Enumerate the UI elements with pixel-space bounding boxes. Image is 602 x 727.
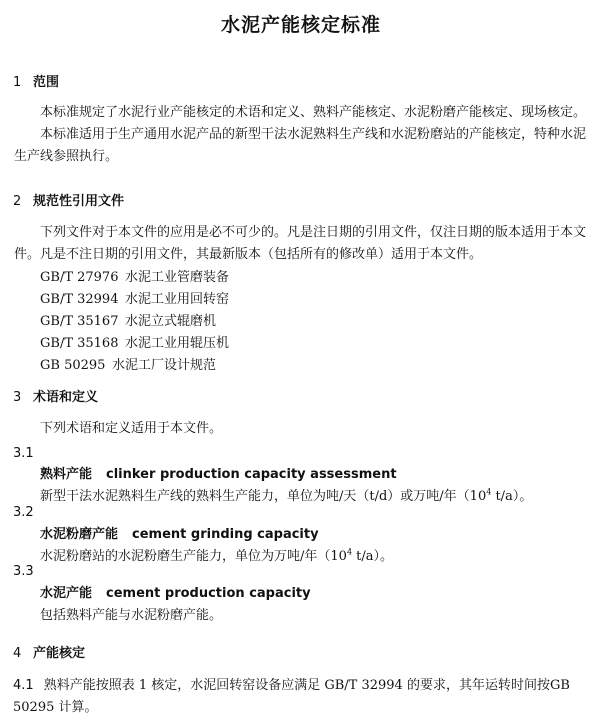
section-3-heading bbox=[13, 386, 98, 405]
term-zh: 水泥产能 bbox=[40, 586, 93, 601]
term-number: 3.3 bbox=[13, 564, 34, 579]
reference-code: GB/T 32994 bbox=[40, 292, 119, 307]
term-definition: 新型干法水泥熟料生产线的熟料生产能力，单位为吨/天（t/d）或万吨/年（$10^4$ t/a）。 bbox=[40, 487, 533, 504]
reference-name: 水泥工业用辊压机 bbox=[125, 336, 230, 351]
reference-name: 水泥立式辊磨机 bbox=[125, 314, 217, 329]
section-number: 1 bbox=[13, 75, 22, 90]
term-definition: 水泥粉磨站的水泥粉磨生产能力，单位为万吨/年（$10^4$ t/a）。 bbox=[40, 547, 394, 564]
term-heading bbox=[40, 463, 397, 482]
reference-item bbox=[40, 288, 229, 307]
term-heading bbox=[40, 582, 311, 601]
term-en: cement production capacity bbox=[106, 586, 311, 601]
reference-name: 水泥工厂设计规范 bbox=[112, 358, 217, 373]
reference-name: 水泥工业管磨装备 bbox=[125, 270, 230, 285]
term-zh: 熟料产能 bbox=[40, 467, 93, 482]
section-title: 范围 bbox=[33, 75, 60, 90]
section-2-heading bbox=[13, 190, 124, 209]
section-number: 3 bbox=[13, 390, 22, 405]
paragraph: 下列文件对于本文件的应用是必不可少的。凡是注日期的引用文件，仅注日期的版本适用于本文件。凡是不注日期的引用文件，其最新版本（包括所有的修改单）适用于本文件。 bbox=[14, 225, 587, 262]
reference-item bbox=[40, 310, 216, 329]
paragraph: 本标准适用于生产通用水泥产品的新型干法水泥熟料生产线和水泥粉磨站的产能核定，特种水泥生产线参照执行。 bbox=[14, 127, 587, 164]
term-en: cement grinding capacity bbox=[132, 527, 319, 542]
clause-text: 熟料产能按照表 1 核定，水泥回转窑设备应满足 GB/T 32994 的要求，其年运转时间按GB 50295 计算。 bbox=[13, 678, 570, 715]
term-number: 3.1 bbox=[13, 446, 34, 461]
section-4-heading bbox=[13, 642, 85, 661]
reference-code: GB/T 27976 bbox=[40, 270, 119, 285]
paragraph: 本标准规定了水泥行业产能核定的术语和定义、熟料产能核定、水泥粉磨产能核定、现场核定。 bbox=[40, 105, 587, 120]
reference-code: GB/T 35168 bbox=[40, 336, 119, 351]
section-number: 4 bbox=[13, 646, 22, 661]
section-number: 2 bbox=[13, 194, 22, 209]
term-number: 3.2 bbox=[13, 505, 34, 520]
section-1-heading bbox=[13, 71, 59, 90]
reference-item bbox=[40, 354, 216, 373]
reference-item bbox=[40, 332, 229, 351]
paragraph: 下列术语和定义适用于本文件。 bbox=[40, 421, 223, 436]
clause-4-1 bbox=[13, 675, 591, 719]
clause-number: 4.1 bbox=[13, 678, 34, 693]
term-zh: 水泥粉磨产能 bbox=[40, 527, 119, 542]
document-title: 水泥产能核定标准 bbox=[220, 14, 381, 36]
reference-item bbox=[40, 266, 229, 285]
section-title: 术语和定义 bbox=[33, 390, 99, 405]
reference-name: 水泥工业用回转窑 bbox=[125, 292, 230, 307]
term-definition: 包括熟料产能与水泥粉磨产能。 bbox=[40, 608, 223, 623]
reference-code: GB 50295 bbox=[40, 358, 106, 373]
section-title: 规范性引用文件 bbox=[33, 194, 125, 209]
term-en: clinker production capacity assessment bbox=[106, 467, 397, 482]
term-heading bbox=[40, 523, 319, 542]
reference-code: GB/T 35167 bbox=[40, 314, 119, 329]
section-title: 产能核定 bbox=[33, 646, 86, 661]
